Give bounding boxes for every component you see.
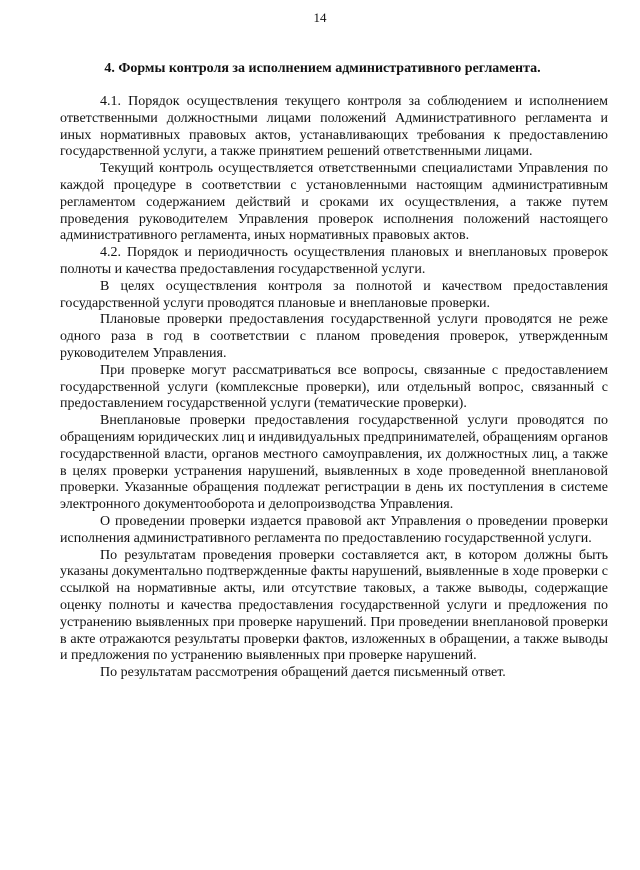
section-body	[60, 94, 608, 682]
paragraph-current-control: Текущий контроль осуществляется ответственными специалистами Управления по каждой процедуре в соответствии с установленными настоящим административным регламентом содержанием действий и сроками их осуществления, а также путем проведения руководителем Управления проверок исполнения положений настоящего административного регламента, иных нормативных правовых актов.	[60, 161, 608, 244]
paragraph-check-scope: При проверке могут рассматриваться все вопросы, связанные с предоставлением государственной услуги (комплексные проверки), или отдельный вопрос, связанный с предоставлением государственной услуги (тематические проверки).	[60, 362, 608, 412]
paragraph-written-response: По результатам рассмотрения обращений дается письменный ответ.	[100, 665, 506, 681]
paragraph-4-1: 4.1. Порядок осуществления текущего контроля за соблюдением и исполнением ответственными должностными лицами положений Административного регламента и иных нормативных правовых актов, устанавливающих требования к предоставлению государственной услуги, а также принятием решений ответственными лицами.	[60, 94, 608, 160]
paragraph-4-2: 4.2. Порядок и периодичность осуществления плановых и внеплановых проверок полноты и качества предоставления государственной услуги.	[60, 245, 608, 277]
paragraph-planned-checks: Плановые проверки предоставления государственной услуги проводятся не реже одного раза в год в соответствии с планом проведения проверок, утвержденным руководителем Управления.	[60, 312, 608, 361]
paragraph-check-results: По результатам проведения проверки составляется акт, в котором должны быть указаны документально подтвержденные факты нарушений, выявленные в ходе проверки с ссылкой на нормативные акты, или отсутствие таковых, а также выводы, содержащие оценку полноты и качества предоставления государственной услуги и предложения по устранению выявленных при проверке нарушений. При проведении внеплановой проверки в акте отражаются результаты проверки фактов, изложенных в обращении, а также выводы и предложения по устранению выявленных при проверке нарушений.	[60, 547, 608, 664]
paragraph-control-purpose: В целях осуществления контроля за полнотой и качеством предоставления государственной услуги проводятся плановые и внеплановые проверки.	[60, 278, 608, 311]
paragraph-unplanned-checks: Внеплановые проверки предоставления государственной услуги проводятся по обращениям юридических лиц и индивидуальных предпринимателей, обращениям органов государственной власти, органов местного самоуправления, их должностных лиц, а также в целях проверки устранения нарушений, выявленных в ходе проведенной внеплановой проверки. Указанные обращения подлежат регистрации в день их поступления в системе электронного документооборота и делопроизводства Управления.	[60, 413, 608, 513]
page-number: 14	[313, 10, 327, 25]
section-heading: 4. Формы контроля за исполнением административного регламента.	[104, 61, 541, 76]
paragraph-legal-act: О проведении проверки издается правовой акт Управления о проведении проверки исполнения административного регламента по предоставлению государственной услуги.	[60, 513, 608, 546]
